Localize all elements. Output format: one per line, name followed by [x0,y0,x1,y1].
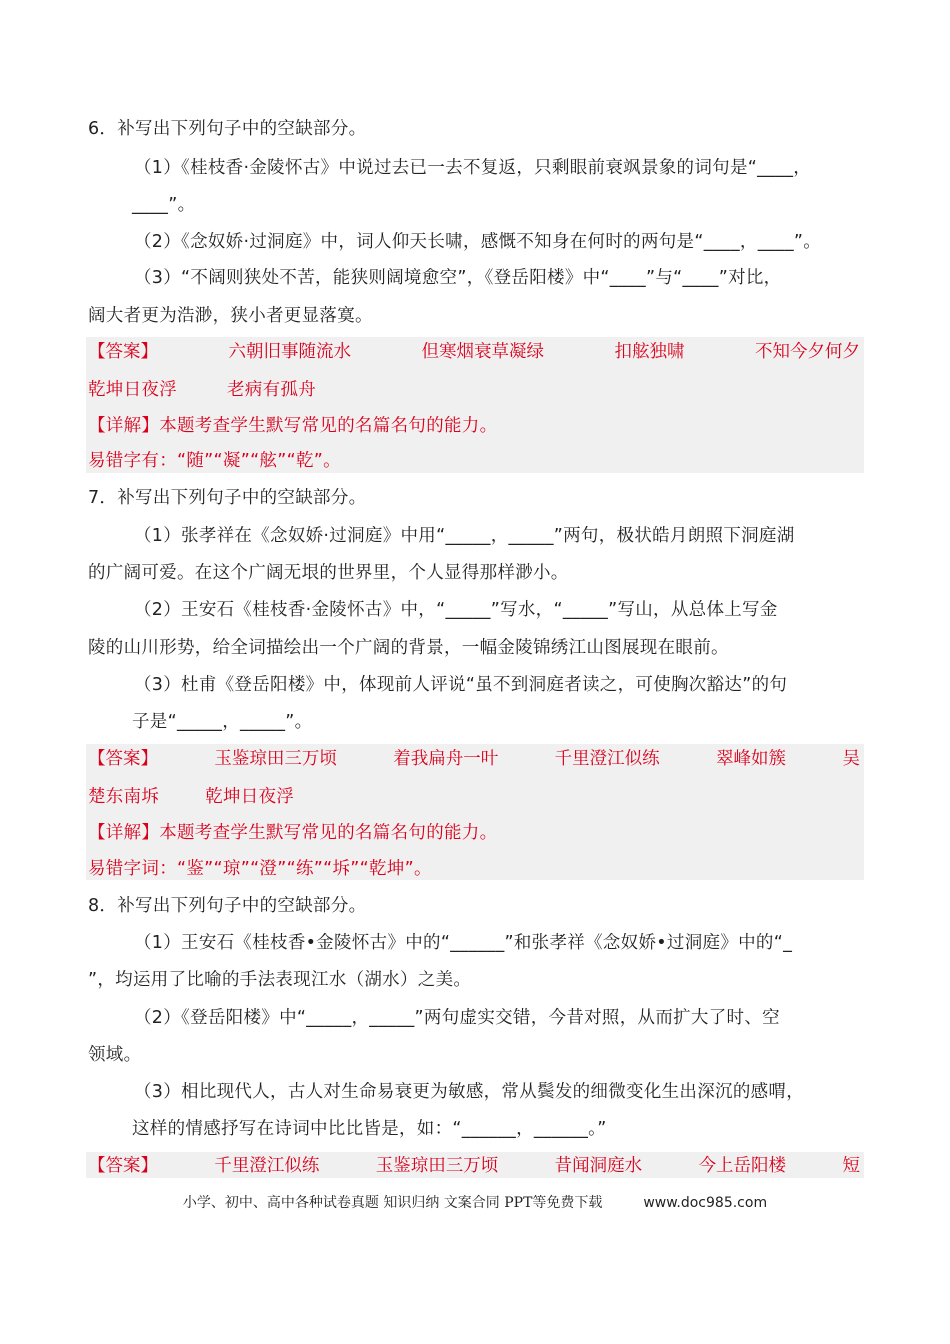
q6-part2: （2）《念奴娇·过洞庭》中，词人仰天长啸，感慨不知身在何时的两句是“____，____”。 [134,232,822,252]
footer-url[interactable]: www.doc985.com [643,1195,768,1211]
q7-part2-line2: 陵的山川形势，给全词描绘出一个广阔的背景，一幅金陵锦绣江山图展现在眼前。 [88,638,729,658]
answer-item: 昔闻洞庭水 [554,1156,643,1176]
q8-part2-line2: 领域。 [88,1045,142,1065]
q7-part1-line1: （1）张孝祥在《念奴娇·过洞庭》中用“_____，_____”两句，极状皓月朗照下洞庭湖 [134,526,795,546]
detail-text: 本题考查学生默写常见的名篇名句的能力。 [159,823,498,843]
detail-text: 本题考查学生默写常见的名篇名句的能力。 [159,416,498,436]
answer-item: 吴 [842,749,860,769]
q6-part1-line2: ____”。 [132,195,196,215]
answer-item: 短 [842,1156,860,1176]
answer-item: 着我扁舟一叶 [393,749,499,769]
answer-item: 楚东南坼 [88,787,160,807]
detail-label: 【详解】 [88,823,160,843]
q6-part3-line1: （3）“不阔则狭处不苦，能狭则阔境愈空”，《登岳阳楼》中“____”与“____”对比， [134,268,782,288]
answer-label: 【答案】 [88,1156,158,1176]
detail-label: 【详解】 [88,416,160,436]
q6-title: 6．补写出下列句子中的空缺部分。 [88,119,367,139]
q7-answer-row1 [88,747,860,771]
answer-item: 乾坤日夜浮 [205,787,295,807]
answer-item: 千里澄江似练 [554,749,660,769]
q8-part1-line1: （1）王安石《桂枝香•金陵怀古》中的“______”和张孝祥《念奴娇•过洞庭》中的“_ [134,933,793,953]
q7-answer-row2 [88,785,294,809]
answer-item: 但寒烟衰草凝绿 [421,342,544,362]
answer-item: 千里澄江似练 [214,1156,320,1176]
answer-label: 【答案】 [88,749,158,769]
q7-error-chars: 易错字词：“鉴”“琼”“澄”“练”“坼”“乾坤”。 [88,859,432,879]
answer-item: 乾坤日夜浮 [88,380,177,400]
q6-answer-row2 [88,378,316,402]
q8-title: 8．补写出下列句子中的空缺部分。 [88,896,367,916]
q7-part3-line1: （3）杜甫《登岳阳楼》中，体现前人评说“虽不到洞庭者读之，可使胸次豁达”的句 [134,675,788,695]
q8-answer-row1 [88,1154,860,1178]
answer-label: 【答案】 [88,342,158,362]
q8-part3-line2: 这样的情感抒写在诗词中比比皆是，如：“______，______。” [132,1119,607,1139]
q6-part1-line1: （1）《桂枝香·金陵怀古》中说过去已一去不复返，只剩眼前衰飒景象的词句是“____， [134,158,812,178]
answer-item: 老病有孤舟 [227,380,316,400]
q7-detail [88,821,497,845]
q8-part1-line2: ”，均运用了比喻的手法表现江水（湖水）之美。 [88,970,472,990]
q7-title: 7．补写出下列句子中的空缺部分。 [88,488,367,508]
q7-part2-line1: （2）王安石《桂枝香·金陵怀古》中，“_____”写水，“_____”写山，从总体上写金 [134,600,778,620]
answer-item: 玉鉴琼田三万顷 [375,1156,499,1176]
answer-item: 翠峰如簇 [716,749,787,769]
q8-part3-line1: （3）相比现代人，古人对生命易衰更为敏感，常从鬓发的细微变化生出深沉的感喟， [134,1082,805,1102]
answer-item: 扣舷独啸 [614,342,685,362]
answer-item: 玉鉴琼田三万顷 [214,749,337,769]
q8-part2-line1: （2）《登岳阳楼》中“_____，_____”两句虚实交错，今昔对照，从而扩大了时、空 [134,1008,780,1028]
q7-part1-line2: 的广阔可爱。在这个广阔无垠的世界里，个人显得那样渺小。 [88,563,569,583]
page-footer [0,1192,950,1212]
q6-part3-line2: 阔大者更为浩渺，狭小者更显落寞。 [88,306,373,326]
answer-item: 六朝旧事随流水 [228,342,351,362]
q7-part3-line2: 子是“_____，_____”。 [132,712,313,732]
answer-item: 今上岳阳楼 [698,1156,787,1176]
q6-answer-row1 [88,340,860,364]
q6-error-chars: 易错字有：“随”“凝”“舷”“乾”。 [88,451,341,471]
answer-item: 不知今夕何夕 [755,342,860,362]
q6-detail [88,414,497,438]
footer-text: 小学、初中、高中各种试卷真题 知识归纳 文案合同 PPT等免费下载 [182,1195,603,1211]
